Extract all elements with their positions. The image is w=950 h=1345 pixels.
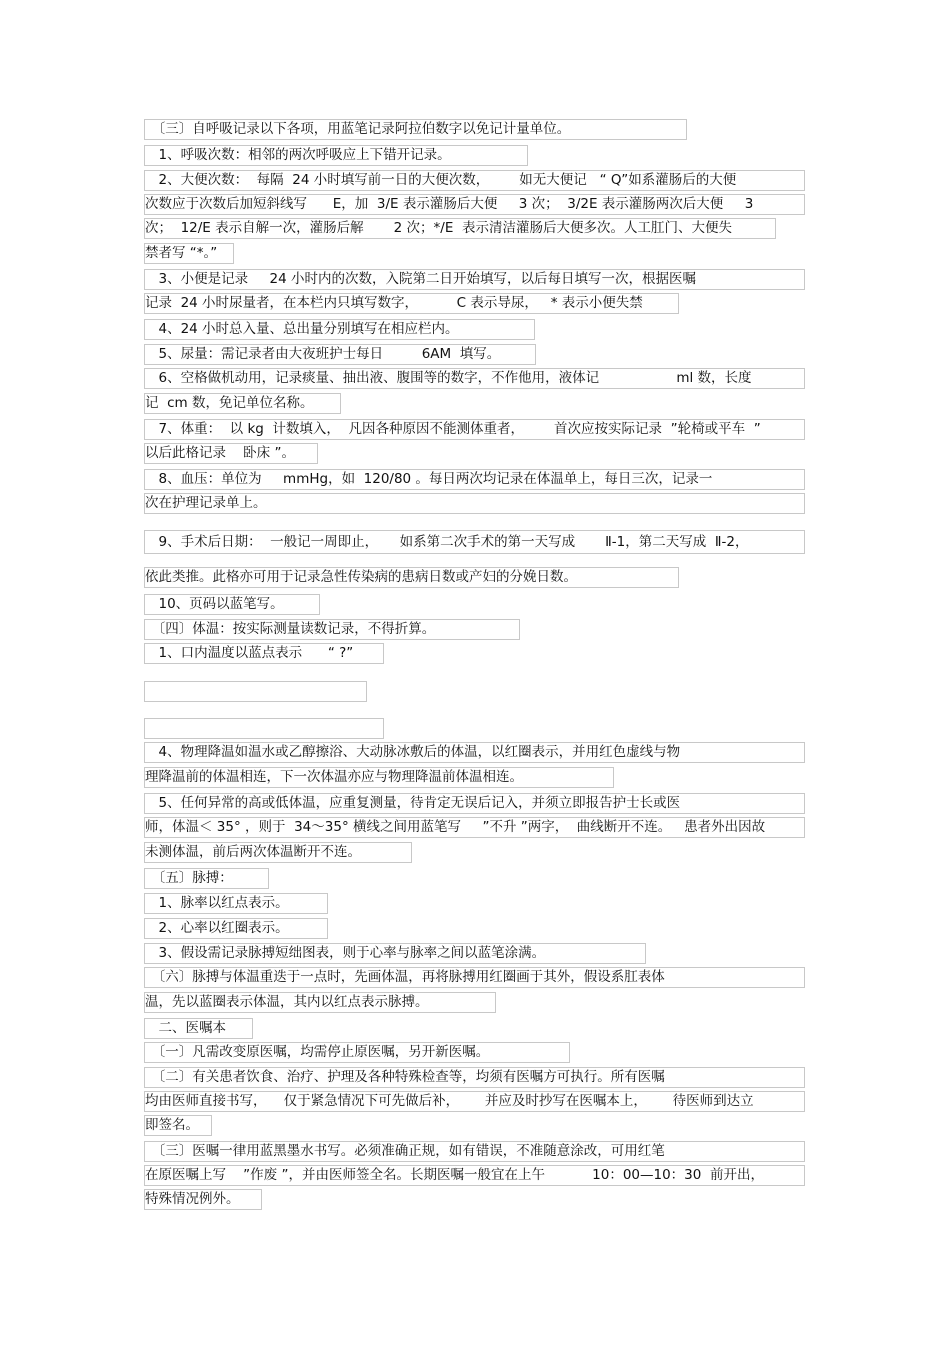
text-line: 10、页码以蓝笔写。 bbox=[144, 594, 320, 615]
text-line: 理降温前的体温相连，下一次体温亦应与物理降温前体温相连。 bbox=[144, 767, 614, 788]
text-line: 5、任何异常的高或低体温，应重复测量，待肯定无误后记入，并须立即报告护士长或医 bbox=[144, 793, 805, 814]
text-line: 2、大便次数： 每隔 24 小时填写前一日的大便次数， 如无大便记 “ Q”如系灌肠后的大便 bbox=[144, 170, 805, 191]
text-line: 即签名。 bbox=[144, 1115, 212, 1136]
text-line: 均由医师直接书写， 仅于紧急情况下可先做后补， 并应及时抄写在医嘱本上， 待医师到达立 bbox=[144, 1091, 805, 1112]
text-line: 4、24 小时总入量、总出量分别填写在相应栏内。 bbox=[144, 319, 535, 340]
text-line: 以后此格记录 卧床 ”。 bbox=[144, 443, 318, 464]
text-line: 3、小便是记录 24 小时内的次数，入院第二日开始填写，以后每日填写一次，根据医嘱 bbox=[144, 269, 805, 290]
text-line: 依此类推。此格亦可用于记录急性传染病的患病日数或产妇的分娩日数。 bbox=[144, 567, 679, 588]
text-line: 3、假设需记录脉搏短绌图表，则于心率与脉率之间以蓝笔涂满。 bbox=[144, 943, 646, 964]
text-line: 次； 12/E 表示自解一次，灌肠后解 2 次；*/E 表示清洁灌肠后大便多次。人工肛门、大便失 bbox=[144, 218, 776, 239]
text-line: 〔六〕脉搏与体温重迭于一点时，先画体温，再将脉搏用红圈画于其外，假设系肛表体 bbox=[144, 967, 805, 988]
text-line: 6、空格做机动用，记录痰量、抽出液、腹围等的数字，不作他用，液体记 ml 数，长度 bbox=[144, 368, 805, 389]
text-line: 5、尿量：需记录者由大夜班护士每日 6AM 填写。 bbox=[144, 344, 536, 365]
text-line: 8、血压：单位为 mmHg，如 120/80 。每日两次均记录在体温单上，每日三次，记录一 bbox=[144, 469, 805, 490]
text-line: 温，先以蓝圈表示体温，其内以红点表示脉搏。 bbox=[144, 992, 496, 1013]
text-line: 次数应于次数后加短斜线写 E，加 3/E 表示灌肠后大便 3 次； 3/2E 表示灌肠两次后大便 3 bbox=[144, 194, 805, 215]
text-line: 9、手术后日期： 一般记一周即止， 如系第二次手术的第一天写成 Ⅱ-1，第二天写成 Ⅱ-2， bbox=[144, 530, 805, 554]
section-heading: 二、医嘱本 bbox=[144, 1018, 253, 1039]
text-line: 在原医嘱上写 ”作废 ”，并由医师签全名。长期医嘱一般宜在上午 10：00—10：30 前开出， bbox=[144, 1165, 805, 1186]
section-heading: 〔三〕自呼吸记录以下各项，用蓝笔记录阿拉伯数字以免记计量单位。 bbox=[144, 119, 687, 140]
text-line: 禁者写 “*。” bbox=[144, 243, 234, 264]
section-heading: 〔五〕脉搏： bbox=[144, 868, 269, 889]
blue-cross-icon bbox=[352, 738, 363, 739]
text-line: 〔三〕医嘱一律用蓝黑墨水书写。必须准确正规，如有错误，不准随意涂改，可用红笔 bbox=[144, 1141, 805, 1162]
blue-circle-icon bbox=[343, 701, 357, 702]
text-line: 1、口内温度以蓝点表示 “ ?” bbox=[144, 643, 384, 664]
text-line: 记录 24 小时尿量者，在本栏内只填写数字， C 表示导尿， * 表示小便失禁 bbox=[144, 293, 679, 314]
text-line: 记 cm 数，免记单位名称。 bbox=[144, 393, 341, 414]
text-line: 师，体温＜ 35° ，则于 34～35° 横线之间用蓝笔写 ”不升 ”两字， 曲线断开不连。 患者外出因故 bbox=[144, 817, 805, 838]
text-line: 2、心率以红圈表示。 bbox=[144, 918, 328, 939]
text-line bbox=[144, 718, 384, 739]
text-line: 7、体重： 以 kg 计数填入， 凡因各种原因不能测体重者， 首次应按实际记录 ”轮椅或平车 ” bbox=[144, 419, 805, 440]
section-heading: 〔四〕体温：按实际测量读数记录，不得折算。 bbox=[144, 619, 520, 640]
text-line: 未测体温，前后两次体温断开不连。 bbox=[144, 842, 412, 863]
text-line: 特殊情况例外。 bbox=[144, 1189, 262, 1210]
text-line: 1、呼吸次数：相邻的两次呼吸应上下错开记录。 bbox=[144, 145, 528, 166]
text-line: 4、物理降温如温水或乙醇擦浴、大动脉冰敷后的体温，以红圈表示，并用红色虚线与物 bbox=[144, 742, 805, 763]
text-line: 1、脉率以红点表示。 bbox=[144, 893, 328, 914]
text-line: 次在护理记录单上。 bbox=[144, 493, 805, 514]
text-line: 〔二〕有关患者饮食、治疗、护理及各种特殊检查等，均须有医嘱方可执行。所有医嘱 bbox=[144, 1067, 805, 1088]
text-line bbox=[144, 681, 367, 702]
text-line: 〔一〕凡需改变原医嘱，均需停止原医嘱，另开新医嘱。 bbox=[144, 1042, 570, 1063]
